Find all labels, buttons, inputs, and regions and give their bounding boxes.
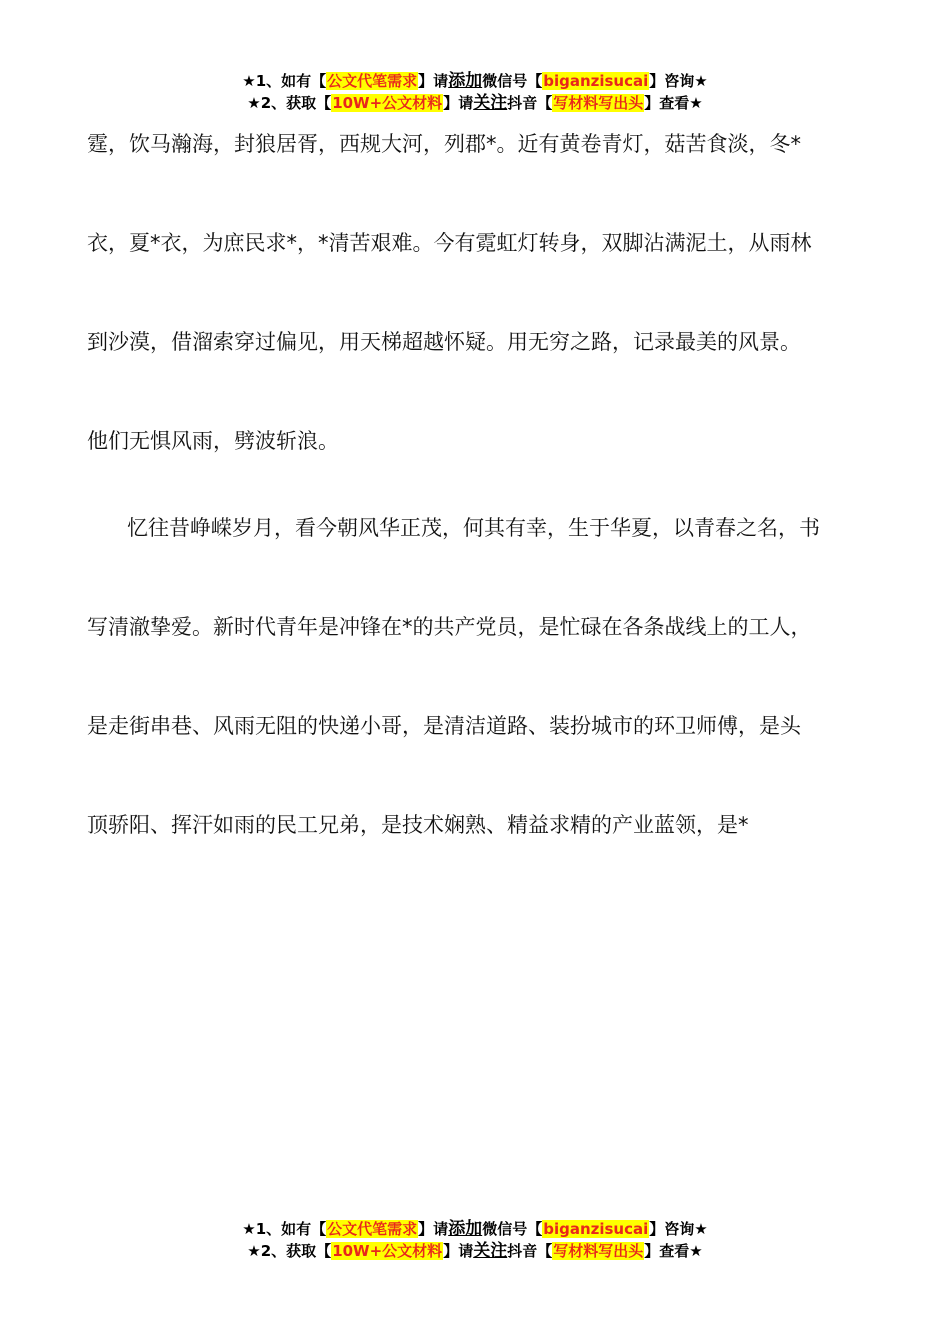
banner-emphasis-follow: 关注 [473,1241,508,1261]
banner-highlight-wechat-id: biganzisucai [543,72,649,90]
banner-line-2-suffix: 】查看★ [644,94,703,112]
banner-highlight-wechat-id: biganzisucai [543,1220,649,1238]
banner-line-1-prefix: ★1、如有【 [242,1220,327,1238]
banner-highlight-douyin-account: 写材料写出头 [553,1242,644,1260]
banner-line-1 [0,70,950,92]
banner-line-2-mid: 】请 [443,1242,474,1260]
banner-emphasis-follow: 关注 [473,93,508,113]
banner-line-2-prefix: ★2、获取【 [247,1242,332,1260]
banner-highlight-douyin-account: 写材料写出头 [553,94,644,112]
banner-line-1-suffix: 】咨询★ [649,72,708,90]
body-line: 是走街串巷、风雨无阻的快递小哥，是清洁道路、装扮城市的环卫师傅，是头 [87,714,801,738]
banner-line-2-prefix: ★2、获取【 [247,94,332,112]
banner-emphasis-add: 添加 [448,1219,483,1239]
body-line: 衣，夏*衣，为庶民求*，*清苦艰难。今有霓虹灯转身，双脚沾满泥土，从雨林 [87,231,812,255]
banner-line-1-mid: 】请 [418,72,449,90]
banner-line-1-prefix: ★1、如有【 [242,72,327,90]
banner-line-2-mid: 】请 [443,94,474,112]
paragraph-first-line: 忆往昔峥嵘岁月，看今朝风华正茂，何其有幸，生于华夏，以青春之名，书 [127,516,820,540]
banner-line-2-mid2: 抖音【 [507,94,553,112]
banner-line-2-mid2: 抖音【 [507,1242,553,1260]
banner-highlight-writing-service: 公文代笔需求 [327,1220,418,1238]
body-line: 霆，饮马瀚海，封狼居胥，西规大河，列郡*。近有黄卷青灯，菇苦食淡，冬* [87,132,801,156]
banner-line-1-mid2: 微信号【 [482,1220,543,1238]
body-line: 到沙漠，借溜索穿过偏见，用天梯超越怀疑。用无穷之路，记录最美的风景。 [87,330,801,354]
header-banner [0,70,950,114]
banner-highlight-writing-service: 公文代笔需求 [327,72,418,90]
banner-emphasis-add: 添加 [448,71,483,91]
banner-line-2 [0,1240,950,1262]
banner-line-1-mid: 】请 [418,1220,449,1238]
banner-line-1 [0,1218,950,1240]
body-line: 写清澈挚爱。新时代青年是冲锋在*的共产党员，是忙碌在各条战线上的工人， [87,615,812,639]
banner-highlight-materials: 10W+公文材料 [332,94,443,112]
banner-line-2-suffix: 】查看★ [644,1242,703,1260]
banner-line-1-suffix: 】咨询★ [649,1220,708,1238]
footer-banner [0,1218,950,1262]
body-line: 顶骄阳、挥汗如雨的民工兄弟，是技术娴熟、精益求精的产业蓝领，是* [87,813,749,837]
body-line: 他们无惧风雨，劈波斩浪。 [87,429,339,453]
document-body [87,128,867,842]
banner-line-1-mid2: 微信号【 [482,72,543,90]
banner-highlight-materials: 10W+公文材料 [332,1242,443,1260]
banner-line-2 [0,92,950,114]
